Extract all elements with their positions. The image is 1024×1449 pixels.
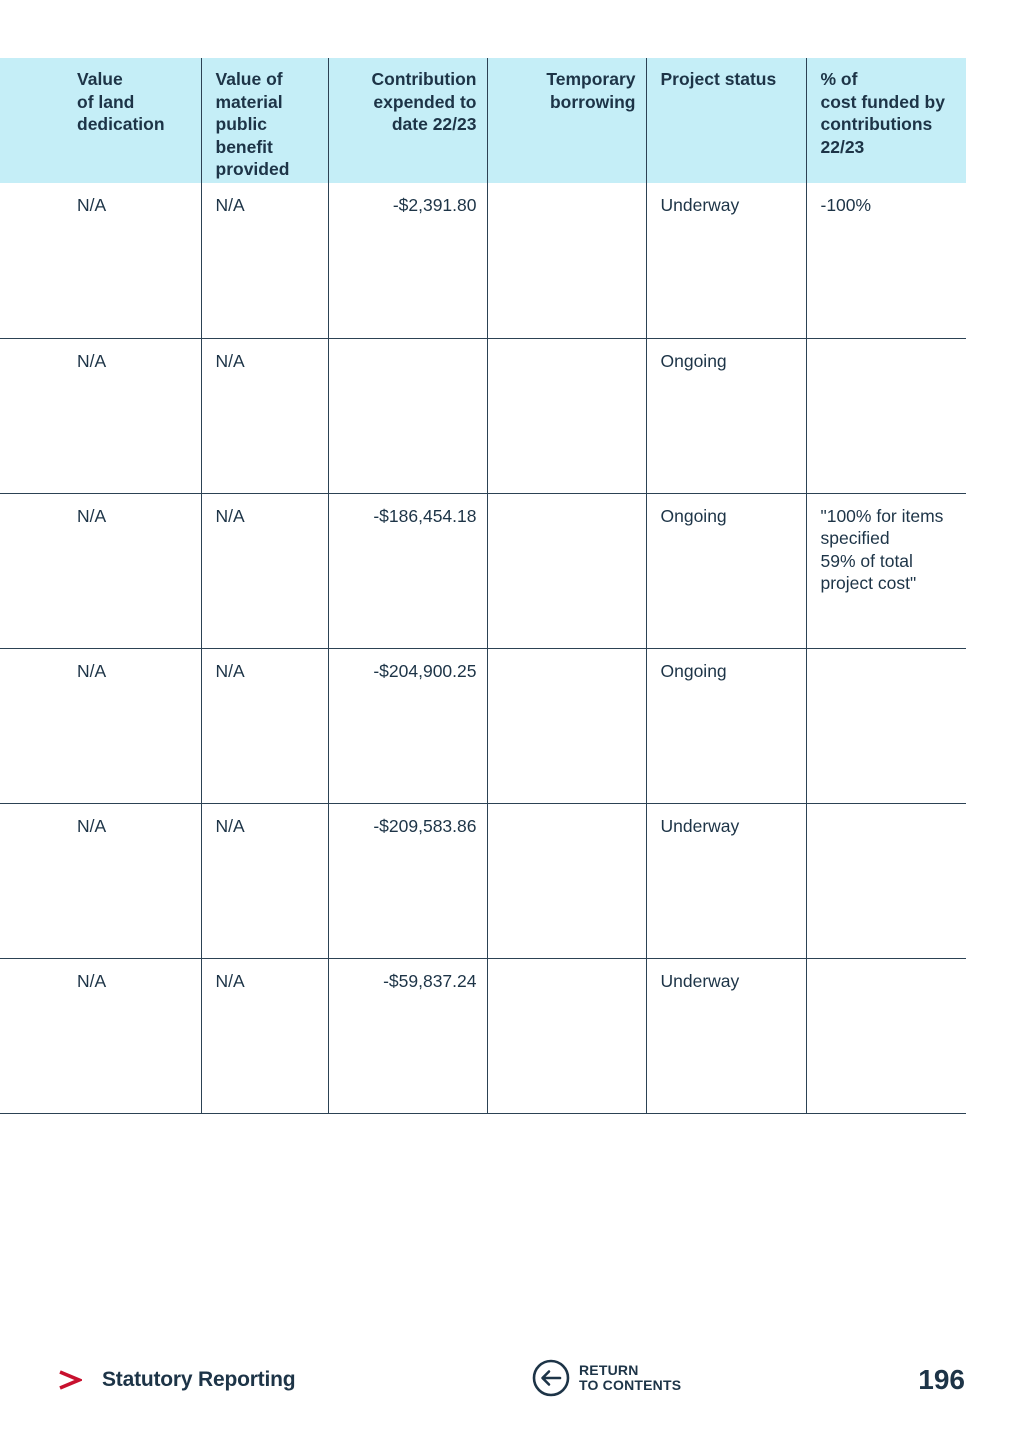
return-to-contents-label: RETURN TO CONTENTS <box>579 1362 682 1393</box>
cell-temporary-borrowing <box>487 803 646 958</box>
table-row <box>0 338 966 493</box>
table-row <box>0 183 966 338</box>
page-number: 196 <box>918 1364 965 1395</box>
cell-temporary-borrowing <box>487 648 646 803</box>
header-value-of-land-dedication: Value of land dedication <box>0 58 201 183</box>
cell-contribution-expended <box>328 338 487 493</box>
cell-temporary-borrowing <box>487 183 646 338</box>
cell-project-status: Ongoing <box>646 493 806 648</box>
cell-land-dedication: N/A <box>0 803 201 958</box>
cell-percent-funded: "100% for items specified 59% of total project cost" <box>806 493 966 648</box>
return-to-contents-button[interactable] <box>532 1359 681 1397</box>
cell-contribution-expended: -$204,900.25 <box>328 648 487 803</box>
contributions-table <box>0 58 966 1114</box>
cell-temporary-borrowing <box>487 493 646 648</box>
header-temporary-borrowing: Temporary borrowing <box>487 58 646 183</box>
cell-temporary-borrowing <box>487 338 646 493</box>
cell-land-dedication: N/A <box>0 493 201 648</box>
cell-material-public-benefit: N/A <box>201 958 328 1113</box>
chevron-right-icon <box>58 1370 82 1390</box>
footer-section-link[interactable] <box>58 1368 295 1392</box>
cell-percent-funded <box>806 648 966 803</box>
header-percent-cost-funded: % of cost funded by contributions 22/23 <box>806 58 966 183</box>
cell-project-status: Underway <box>646 958 806 1113</box>
cell-land-dedication: N/A <box>0 183 201 338</box>
arrow-left-circle-icon <box>532 1359 570 1397</box>
section-title: Statutory Reporting <box>102 1368 296 1391</box>
cell-project-status: Ongoing <box>646 338 806 493</box>
cell-contribution-expended: -$186,454.18 <box>328 493 487 648</box>
cell-material-public-benefit: N/A <box>201 648 328 803</box>
cell-project-status: Underway <box>646 803 806 958</box>
header-value-of-material-public-benefit: Value of material public benefit provided <box>201 58 328 183</box>
table-header-row <box>0 58 966 183</box>
cell-material-public-benefit: N/A <box>201 338 328 493</box>
cell-project-status: Underway <box>646 183 806 338</box>
cell-percent-funded <box>806 338 966 493</box>
table-row <box>0 648 966 803</box>
cell-percent-funded: -100% <box>806 183 966 338</box>
cell-land-dedication: N/A <box>0 648 201 803</box>
table-row <box>0 493 966 648</box>
cell-material-public-benefit: N/A <box>201 183 328 338</box>
cell-percent-funded <box>806 958 966 1113</box>
cell-material-public-benefit: N/A <box>201 493 328 648</box>
table-row <box>0 958 966 1113</box>
cell-land-dedication: N/A <box>0 338 201 493</box>
header-project-status: Project status <box>646 58 806 183</box>
cell-land-dedication: N/A <box>0 958 201 1113</box>
table-row <box>0 803 966 958</box>
cell-contribution-expended: -$209,583.86 <box>328 803 487 958</box>
cell-contribution-expended: -$2,391.80 <box>328 183 487 338</box>
cell-material-public-benefit: N/A <box>201 803 328 958</box>
header-contribution-expended: Contribution expended to date 22/23 <box>328 58 487 183</box>
cell-percent-funded <box>806 803 966 958</box>
cell-project-status: Ongoing <box>646 648 806 803</box>
cell-temporary-borrowing <box>487 958 646 1113</box>
cell-contribution-expended: -$59,837.24 <box>328 958 487 1113</box>
